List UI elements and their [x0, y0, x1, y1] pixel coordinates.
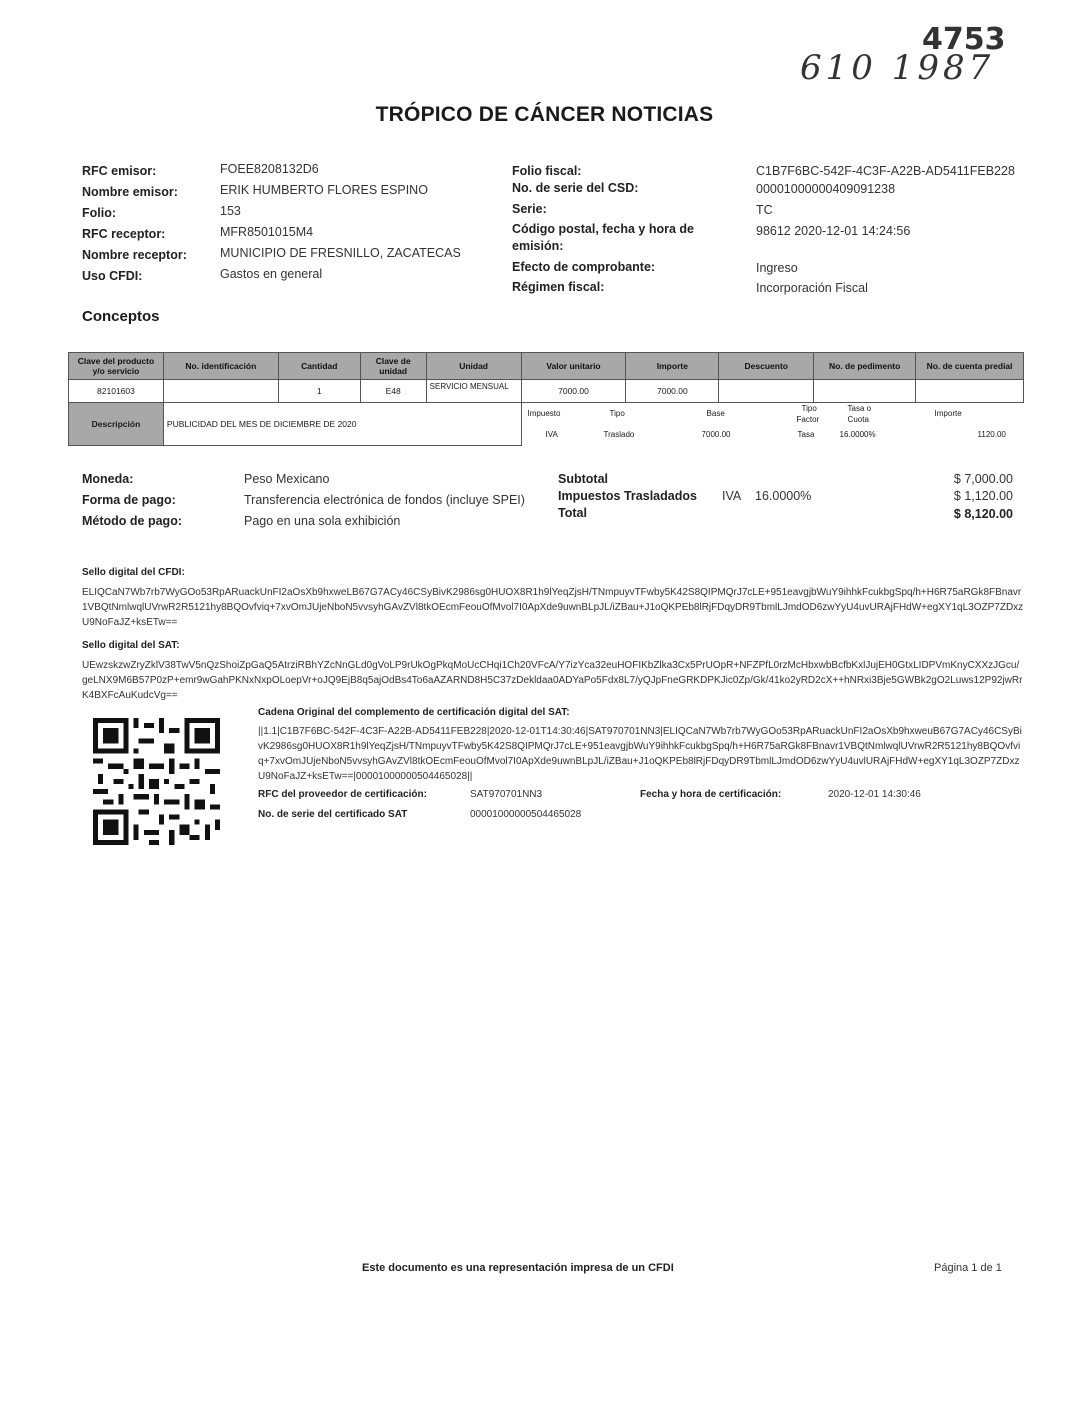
folio-fiscal-label: Folio fiscal:	[512, 164, 582, 178]
iva-rate: 16.0000%	[755, 489, 812, 503]
rfc-receptor-value: MFR8501015M4	[220, 225, 314, 239]
sello-cfdi-label: Sello digital del CFDI:	[82, 567, 185, 578]
efecto-value: Ingreso	[756, 261, 798, 275]
cell-pedimento	[814, 380, 916, 403]
cell-descuento	[719, 380, 814, 403]
col-importe: Importe	[626, 353, 719, 380]
total-label: Total	[558, 506, 587, 520]
descripcion-value: PUBLICIDAD DEL MES DE DICIEMBRE DE 2020	[163, 403, 521, 446]
rfc-emisor-value: FOEE8208132D6	[220, 162, 319, 176]
uso-cfdi-label: Uso CFDI:	[82, 269, 143, 283]
tax-base-value: 7000.00	[701, 430, 731, 440]
tax-base-header: Base	[706, 409, 725, 419]
subtotal-label: Subtotal	[558, 472, 608, 486]
conceptos-header-row	[69, 353, 1024, 380]
folio-fiscal-value: C1B7F6BC-542F-4C3F-A22B-AD5411FEB228	[756, 164, 1015, 178]
tax-tasa-value: 16.0000%	[839, 430, 876, 440]
nombre-receptor-label: Nombre receptor:	[82, 248, 187, 262]
tax-tasa-header-2: Cuota	[847, 415, 869, 425]
footer-text: Este documento es una representación impresa de un CFDI	[362, 1262, 674, 1274]
col-descuento: Descuento	[719, 353, 814, 380]
codigo-postal-label-2: emisión:	[512, 239, 564, 253]
cadena-label: Cadena Original del complemento de certificación digital del SAT:	[258, 707, 570, 718]
codigo-postal-label: Código postal, fecha y hora de	[512, 222, 694, 236]
moneda-value: Peso Mexicano	[244, 472, 330, 486]
regimen-label: Régimen fiscal:	[512, 280, 605, 294]
fecha-cert-value: 2020-12-01 14:30:46	[828, 789, 921, 800]
total-value: $ 8,120.00	[953, 507, 1013, 521]
cell-importe: 7000.00	[626, 380, 719, 403]
qr-code	[93, 718, 220, 845]
rfc-emisor-label: RFC emisor:	[82, 164, 157, 178]
cell-no-id	[163, 380, 278, 403]
cell-clave: 82101603	[69, 380, 164, 403]
sello-cfdi-value: ELIQCaN7Wb7rb7WyGOo53RpARuackUnFI2aOsXb9hxweLB67G7ACy46CSyBivK2986sg0HUOX8R1h9lYeqZjsH/TNmpuyvTFwby5K42S8QIPMQrJ7cLE+951eavgjbWuY9ihhkFcukbgSpq/h+H6R75aRGk8FBnavr1VBQtNmlwqlUVrwR2R5121hy8BQOvfviq+7xvOmJUjeNboN5vvsyhGAvZVl8tkOEcmFeouOfMvol7I0ApXde9uwnBLpJL/iZBau+J1oQKPEb8lRjFDqyDR9TbmlLJmdOD6zwYyU4uvURAjFHdW+egXY1qL3OZP7ZDxzU9NoFaJZ+ksETw==	[82, 587, 1024, 628]
serie-sat-label: No. de serie del certificado SAT	[258, 809, 408, 820]
tax-tipo-factor-value: Tasa	[797, 430, 815, 440]
folio-value: 153	[220, 204, 241, 218]
cell-predial	[916, 380, 1024, 403]
descripcion-label: Descripción	[69, 403, 164, 446]
conceptos-title: Conceptos	[82, 308, 160, 325]
folio-label: Folio:	[82, 206, 117, 220]
tax-tipo-factor-header: Tipo	[801, 404, 817, 414]
document-title: TRÓPICO DE CÁNCER NOTICIAS	[375, 103, 714, 126]
col-unidad: Unidad	[426, 353, 521, 380]
tax-tipo-value: Traslado	[603, 430, 635, 440]
serie-csd-label: No. de serie del CSD:	[512, 181, 639, 195]
metodo-pago-value: Pago en una sola exhibición	[244, 514, 401, 528]
conceptos-table	[68, 352, 1024, 446]
tax-tasa-header: Tasa o	[847, 404, 872, 414]
tax-cell	[521, 403, 1023, 446]
rfc-receptor-label: RFC receptor:	[82, 227, 166, 241]
forma-pago-label: Forma de pago:	[82, 493, 176, 507]
impuestos-value: $ 1,120.00	[953, 489, 1013, 503]
tax-importe-header: Importe	[934, 409, 962, 419]
nombre-emisor-value: ERIK HUMBERTO FLORES ESPINO	[220, 183, 428, 197]
impuestos-label: Impuestos Trasladados	[558, 489, 697, 503]
serie-value: TC	[756, 203, 773, 217]
tax-tipo-factor-header-2: Factor	[796, 415, 820, 425]
col-pedimento: No. de pedimento	[814, 353, 916, 380]
tax-impuesto-value: IVA	[545, 430, 558, 440]
handwritten-note: 610 1987	[800, 48, 995, 88]
nombre-emisor-label: Nombre emisor:	[82, 185, 178, 199]
cell-unidad: SERVICIO MENSUAL	[426, 380, 521, 403]
descripcion-row	[69, 403, 1024, 446]
codigo-postal-value: 98612 2020-12-01 14:24:56	[756, 224, 911, 238]
col-no-identificacion: No. identificación	[163, 353, 278, 380]
forma-pago-value: Transferencia electrónica de fondos (incluye SPEI)	[244, 493, 525, 507]
serie-label: Serie:	[512, 202, 547, 216]
serie-csd-value: 00001000000409091238	[756, 182, 896, 196]
uso-cfdi-value: Gastos en general	[220, 267, 323, 281]
table-row	[69, 380, 1024, 403]
sello-sat-label: Sello digital del SAT:	[82, 640, 180, 651]
col-valor-unitario: Valor unitario	[521, 353, 626, 380]
proveedor-label: RFC del proveedor de certificación:	[258, 789, 427, 800]
handwritten-number: 4753	[922, 22, 1006, 57]
serie-sat-value: 00001000000504465028	[470, 809, 582, 820]
nombre-receptor-value: MUNICIPIO DE FRESNILLO, ZACATECAS	[220, 246, 461, 260]
efecto-label: Efecto de comprobante:	[512, 260, 656, 274]
subtotal-value: $ 7,000.00	[953, 472, 1013, 486]
moneda-label: Moneda:	[82, 472, 134, 486]
col-clave-producto: Clave del producto y/o servicio	[69, 353, 164, 380]
tax-impuesto-header: Impuesto	[527, 409, 561, 419]
cell-clave-unidad: E48	[360, 380, 426, 403]
fecha-cert-label: Fecha y hora de certificación:	[640, 789, 782, 800]
page-number: Página 1 de 1	[934, 1262, 1002, 1274]
iva-label: IVA	[722, 489, 742, 503]
cell-cantidad: 1	[278, 380, 360, 403]
col-cuenta-predial: No. de cuenta predial	[916, 353, 1024, 380]
col-clave-unidad: Clave de unidad	[360, 353, 426, 380]
col-cantidad: Cantidad	[278, 353, 360, 380]
regimen-value: Incorporación Fiscal	[756, 281, 868, 295]
cell-valor-unitario: 7000.00	[521, 380, 626, 403]
sello-sat-value: UEwzskzwZryZklV38TwV5nQzShoiZpGaQ5AtrziRBhYZcNnGLd0gVoLP9rUkOgPkqMoUcCHqi1Ch20VFcA/Y7izYca32euHOFIKbZlka3Cx5PrUOpR+NFZPfL0rzMcHbxwbBcfbKxlJujEH0GtxLIDPVmKnyCXXzJGcu/geLNX9M6B57P0zP+emr9wGahPKNxNxpOLoepVr+oJQ9EjB8q5ajOdBs4To6aAZARND8H5C37zDekldaa0ADYaPo5Fdx8L7/yQJpFneGRKDPKJic0Zp/Gk/41ko2yRD2cX++hNRxi3Bje5GWBk2gO2Luws12P92jwRrK4BXFcAuKudcVg==	[82, 660, 1023, 701]
header-left	[82, 162, 461, 288]
proveedor-value: SAT970701NN3	[470, 789, 543, 800]
tax-importe-value: 1120.00	[977, 430, 1006, 440]
cadena-value: ||1.1|C1B7F6BC-542F-4C3F-A22B-AD5411FEB228|2020-12-01T14:30:46|SAT970701NN3|ELIQCaN7Wb7rb7WyGOo53RpARuackUnFI2aOsXb9hxweuB67G7ACy46CSyBivK2986sg0HUOX8R1h9lYeqZjsH/TNmpuyvTFwby5K42S8QIPMQrJ7cLE+951eavgjbWuY9ihhkFcukbgSpq/h+H6R75aRGk8FBnavr1VBQtNmlwqlUVrwR2R5121hy8BQOvfviq+7xvOmJUjeNboN5vvsyhGAvZVl8tkOEcmFeouOfMvol7I0ApXde9uwnBLpJL/iZBau+J1oQKPEb8lRjFDqyDR9TbmlLJmdOD6zwYyU4uvlURAjFHdW+egXY1qL3OZP7ZDxzU9NoFaJZ+ksETw==|00001000000504465028||	[258, 726, 1022, 782]
tax-tipo-header: Tipo	[609, 409, 625, 419]
metodo-pago-label: Método de pago:	[82, 514, 182, 528]
